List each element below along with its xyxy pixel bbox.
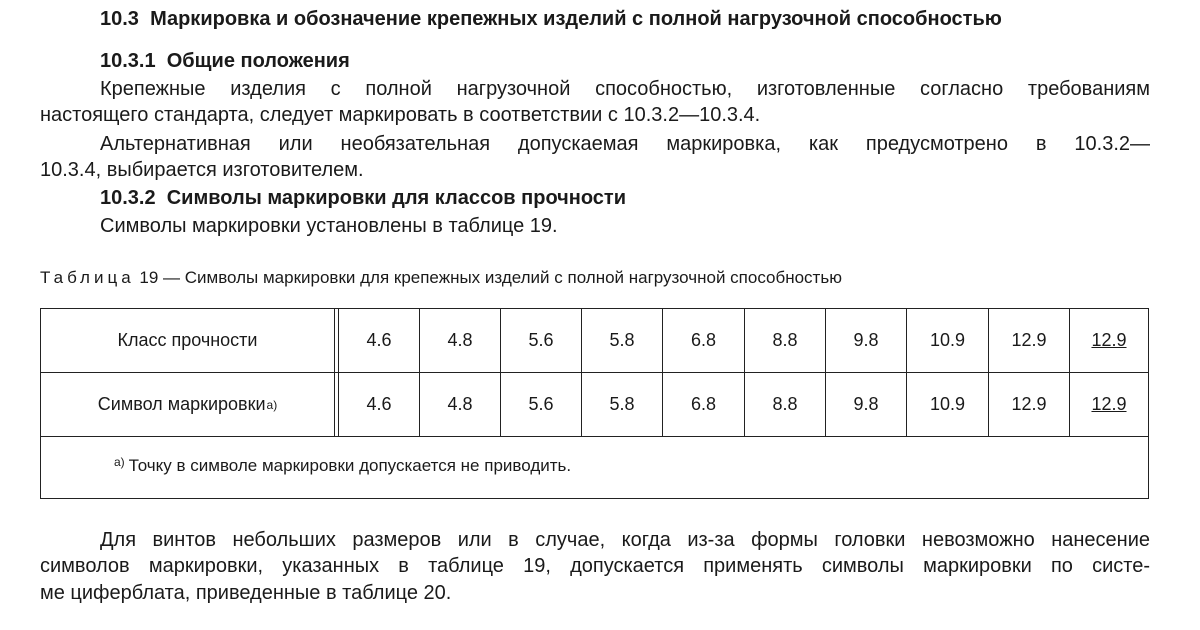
class-cell-value: 12.9 [1011,330,1047,350]
paragraph-line: Для винтов небольших размеров или в случае, когда из-за формы головки невозможно нанесение [100,529,1150,551]
class-cell-value: 12.9 [1091,330,1127,350]
class-cell-value: 8.8 [772,330,798,350]
class-cell [745,309,826,372]
table-row-property-class [41,309,1148,373]
class-cell [826,309,907,372]
symbol-cell [907,373,989,436]
row-header-label: Символ маркировки [97,394,266,414]
class-cell-value: 4.6 [366,330,392,350]
table-caption-text: 19 — Символы маркировки для крепежных изделий с полной нагрузочной способностью [139,268,842,287]
class-cell [420,309,501,372]
footnote-reference: a) [266,397,278,412]
class-cell [339,309,420,372]
symbol-cell-value: 5.6 [528,394,554,414]
symbol-cell [501,373,582,436]
symbol-cell-value: 4.6 [366,394,392,414]
symbol-cell [582,373,663,436]
class-cell [989,309,1070,372]
symbol-cell [989,373,1070,436]
class-cell-value: 4.8 [447,330,473,350]
symbol-cell [663,373,745,436]
paragraph-line: настоящего стандарта, следует маркировать в соответствии с 10.3.2—10.3.4. [40,104,761,126]
symbol-cell-value: 4.8 [447,394,473,414]
class-cell [907,309,989,372]
subsection-title: Общие положения [166,50,350,72]
paragraph-line: символов маркировки, указанных в таблице 19, допускается применять символы маркировки по систе- [40,555,1150,577]
symbol-cell [1070,373,1148,436]
section-heading [100,6,1002,32]
section-title: Маркировка и обозначение крепежных изделий с полной нагрузочной способностью [150,8,1002,30]
paragraph-line: Крепежные изделия с полной нагрузочной способностью, изготовленные согласно требованиям [100,78,1150,100]
symbol-cell-value: 8.8 [772,394,798,414]
subsection-heading-symbols [100,185,626,211]
footnote-mark: a) [114,455,125,469]
footnote-text: Точку в символе маркировки допускается не приводить. [128,456,572,475]
class-cell-value: 9.8 [853,330,879,350]
class-cell [501,309,582,372]
symbol-cell [420,373,501,436]
row-header-marking-symbol [41,373,335,436]
symbol-cell-value: 12.9 [1091,394,1127,414]
table-row-marking-symbol [41,373,1148,437]
table-caption [40,266,842,290]
section-number: 10.3 [100,8,139,30]
class-cell [663,309,745,372]
paragraph-line: Альтернативная или необязательная допускаемая маркировка, как предусмотрено в 10.3.2— [100,133,1150,155]
paragraph-line: 10.3.4, выбирается изготовителем. [40,159,364,181]
row-header-property-class [41,309,335,372]
class-cell-value: 10.9 [929,330,966,350]
table-footnote [113,455,571,476]
class-cell-value: 5.6 [528,330,554,350]
symbol-cell [826,373,907,436]
subsection-number: 10.3.2 [100,187,156,209]
class-cell [1070,309,1148,372]
class-cell [582,309,663,372]
symbol-cell [745,373,826,436]
table-caption-word: Таблица [40,268,135,287]
symbol-cell [339,373,420,436]
double-rule [338,309,339,437]
marking-symbols-table [40,308,1149,499]
class-cell-value: 6.8 [690,330,717,350]
subsection-heading-general [100,48,350,74]
symbol-cell-value: 12.9 [1011,394,1047,414]
subsection-number: 10.3.1 [100,50,156,72]
paragraph-line: ме циферблата, приведенные в таблице 20. [40,582,452,604]
row-header-label: Класс прочности [117,330,258,350]
symbol-cell-value: 9.8 [853,394,879,414]
symbol-cell-value: 5.8 [609,394,635,414]
class-cell-value: 5.8 [609,330,635,350]
subsection-title: Символы маркировки для классов прочности [166,187,627,209]
symbol-cell-value: 6.8 [690,394,717,414]
paragraph-line: Символы маркировки установлены в таблице 19. [100,215,558,237]
symbol-cell-value: 10.9 [929,394,966,414]
